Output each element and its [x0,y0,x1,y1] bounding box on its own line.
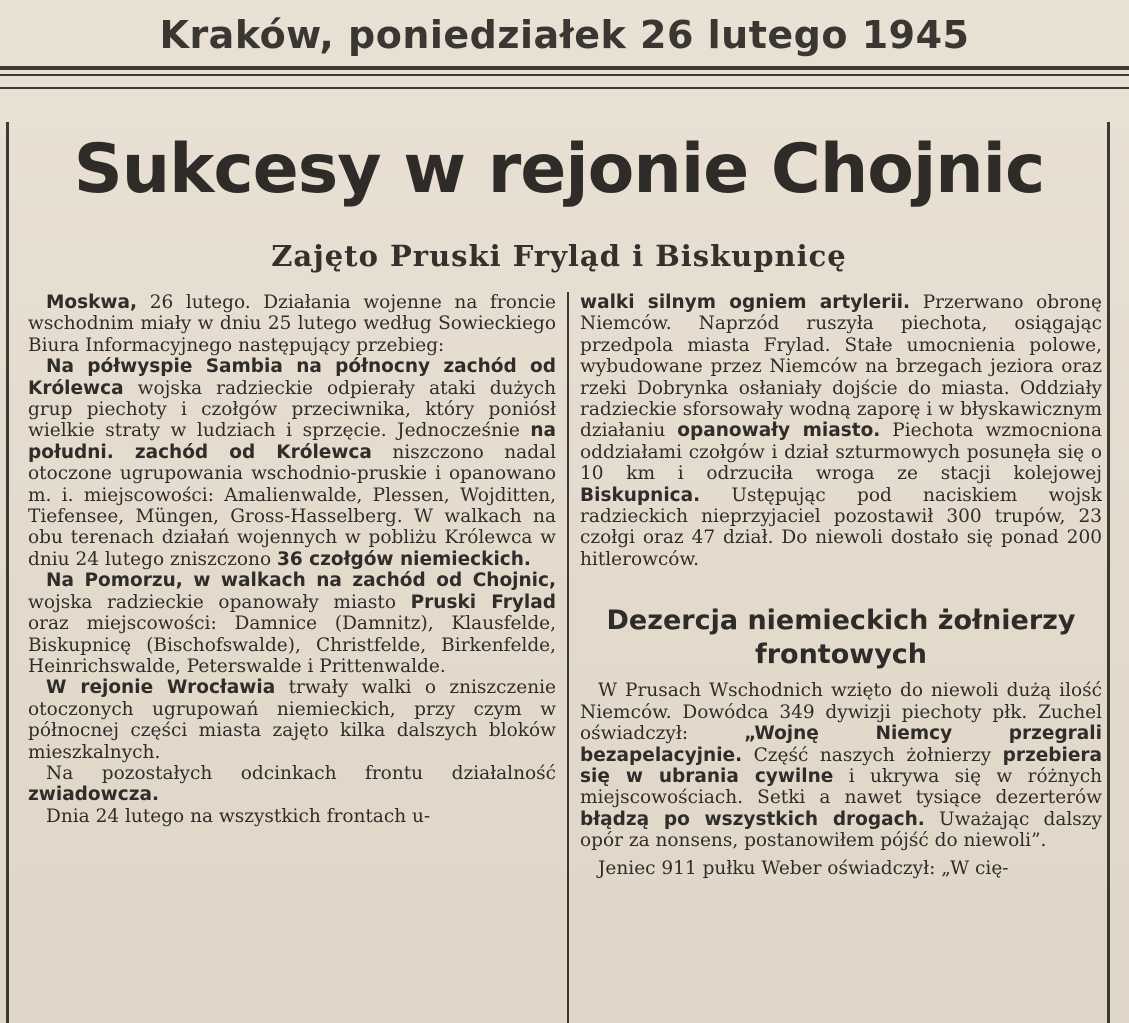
article-headline: Sukcesy w rejonie Chojnic [73,130,1045,209]
article-column-right [580,292,1102,1023]
article-column-left [28,292,556,1023]
paragraph-frylad: walki silnym ogniem artylerii. Przerwano obronę Niemców. Naprzód ruszyła piechota, osiągając przedpola miasta Frylad. Stałe umocnienia polowe, wybudowane przez Niemców na brzegach jeziora oraz rzeki Dobrynka osłaniały dojście do miasta. Oddziały radzieckie sforsowały wodną zaporę i w błyskawicznym działaniu opanowały miasto. Piechota wzmocniona oddziałami czołgów i dział szturmowych posunęła się o 10 km i odrzuciła wroga ze stacji kolejowej Biskupnica. Ustępując pod naciskiem wojsk radzieckich nieprzyjaciel pozostawił 300 trupów, 23 czołgi oraz 47 dział. Do niewoli dostało się ponad 200 hitlerowców. [580,292,1102,570]
article-border-left [6,122,9,1023]
paragraph-feb-24: Dnia 24 lutego na wszystkich frontach u- [46,805,431,827]
section-title-desertion: Dezercja niemieckich żołnierzy frontowych [606,605,1076,671]
paragraph-sambia: Na półwyspie Sambia na północny zachód od Królewca wojska radzieckie odpierały ataki dużych grup piechoty i czołgów przeciwnika, który poniósł wielkie straty w ludziach i sprzęcie. Jednocześnie na południ. zachód od Królewca niszczono nadal otoczone ugrupowania wschodnio-pruskie i opanowano m. i. miejscowości: Amalienwalde, Plessen, Wojditten, Tiefensee, Müngen, Gross-Hasselberg. W walkach na obu terenach działań wojennych w pobliżu Królewca w dniu 24 lutego zniszczono 36 czołgów niemieckich. [28,356,556,570]
article-subheadline: Zajęto Pruski Fryląd i Biskupnicę [271,239,847,273]
masthead-rule-thin [0,74,1129,76]
article-border-right [1107,122,1110,1023]
paragraph-weber: Jeniec 911 pułku Weber oświadczył: „W cię- [598,857,1009,879]
paragraph-pomorze: Na Pomorzu, w walkach na zachód od Chojnic, wojska radzieckie opanowały miasto Pruski Frylad oraz miejscowości: Damnice (Damnitz), Klausfelde, Biskupnicę (Bischofswalde), Christfelde, Birkenfelde, Heinrichswalde, Peterswalde i Prittenwalde. [28,570,556,677]
masthead-rule-lower [0,87,1129,89]
paragraph-wroclaw: W rejonie Wrocławia trwały walki o zniszczenie otoczonych ugrupowań niemieckich, przy czym w północnej części miasta zajęto kilka dalszych bloków mieszkalnych. [28,677,556,763]
paragraph-desertion: W Prusach Wschodnich wzięto do niewoli dużą ilość Niemców. Dowódca 349 dywizji piechoty płk. Zuchel oświadczył: „Wojnę Niemcy przegrali bezapelacyjnie. Część naszych żołnierzy przebiera się w ubrania cywilne i ukrywa się w różnych miejscowościach. Setki a nawet tysiące dezerterów błądzą po wszystkich drogach. Uważając dalszy opór za nonsens, postanowiłem pójść do niewoli”. [580,680,1102,852]
masthead-rule-thick [0,66,1129,70]
paragraph-moskwa: Moskwa, 26 lutego. Działania wojenne na froncie wschodnim miały w dniu 25 lutego według Sowieckiego Biura Informacyjnego następujący przebieg: [28,292,556,356]
paragraph-other-fronts: Na pozostałych odcinkach frontu działalność zwiadowcza. [28,762,556,806]
column-divider [567,292,569,1023]
dateline: Kraków, poniedziałek 26 lutego 1945 [159,13,970,57]
